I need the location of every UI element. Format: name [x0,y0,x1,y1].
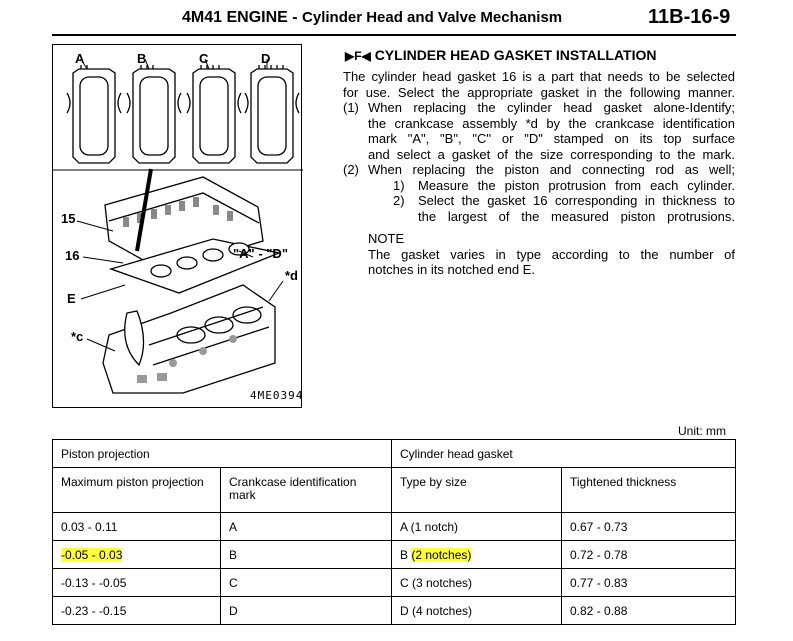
section-heading [345,47,657,63]
cell-type: A (1 notch) [392,513,562,541]
table-row [53,597,736,625]
engine-drawing [53,45,303,409]
intro-line-1: The cylinder head gasket 16 is a part that needs to be selected [343,69,735,84]
table-group-header [53,440,736,468]
sub-item-2 [393,193,735,225]
item-1-line-2: the crankcase assembly *d by the crankcase identification [368,115,735,131]
item-1-line-4: and select a gasket of the size corresponding to the mark. [368,146,735,162]
intro-paragraph [343,69,735,100]
col-type-by-size: Type by size [392,468,562,513]
header-rule [52,34,736,36]
callout-a: A [75,51,85,66]
cell-thickness: 0.72 - 0.78 [562,541,736,569]
cell-type: C (3 notches) [392,569,562,597]
note-block [368,231,735,278]
header-dash: - [287,9,303,26]
unit-label: Unit: mm [678,424,726,438]
table-row [53,513,736,541]
page-number: 11B-16-9 [648,6,731,28]
cell-projection: -0.23 - -0.15 [53,597,221,625]
table-column-header [53,468,736,513]
highlighted-projection: -0.05 - 0.03 [61,547,123,562]
label-mark-range: "A" - "D" [233,246,288,261]
label-16: 16 [65,248,80,263]
callout-b: B [137,51,147,66]
engine-name: 4M41 ENGINE [182,9,288,26]
label-15: 15 [61,211,76,226]
figure-code: 4ME0394 [250,389,304,402]
section-name: Cylinder Head and Valve Mechanism [302,9,563,26]
page-header-title [182,9,562,27]
sub-item-1-number: 1) [393,177,405,193]
cell-type [392,541,562,569]
label-notched-end-e: E [67,291,76,306]
cell-mark: D [221,597,392,625]
table-row [53,569,736,597]
type-letter: B [400,547,412,562]
callout-d: D [261,51,271,66]
cell-type: D (4 notches) [392,597,562,625]
cell-projection: 0.03 - 0.11 [53,513,221,541]
note-line-1: The gasket varies in type according to the number of [368,246,735,262]
callout-c: C [199,51,209,66]
cell-projection: -0.13 - -0.05 [53,569,221,597]
cell-thickness: 0.67 - 0.73 [562,513,736,541]
install-marker: ▶F◀ [345,49,371,63]
item-1-line-3: mark "A", "B", "C" or "D" stamped on its top surface [368,131,735,147]
cell-thickness: 0.77 - 0.83 [562,569,736,597]
item-1-number: (1) [343,100,359,115]
sub-item-2-number: 2) [393,193,405,209]
col-identification-mark: Crankcase identification mark [221,468,392,513]
cell-projection [53,541,221,569]
sub-item-1 [393,178,735,194]
col-tightened-thickness: Tightened thickness [562,468,736,513]
sub-item-2-line-2: the largest of the measured piston protrusions. [418,208,735,224]
sub-item-2-line-1: Select the gasket 16 corresponding in thickness to [418,193,735,209]
gasket-notch-details [67,65,299,163]
item-2-number: (2) [343,162,359,177]
cell-thickness: 0.82 - 0.88 [562,597,736,625]
crankcase-block [103,285,275,393]
cell-mark: B [221,541,392,569]
note-line-2: notches in its notched end E. [368,262,535,278]
sub-item-1-text: Measure the piston protrusion from each cylinder. [418,177,735,193]
table-row [53,541,736,569]
cell-mark: C [221,569,392,597]
item-1-line-1: When replacing the cylinder head gasket alone-Identify; [368,100,735,115]
engine-illustration [52,44,302,408]
header-cylinder-head-gasket: Cylinder head gasket [392,440,736,468]
label-c: *c [71,329,84,344]
label-crankcase-d: *d [285,268,298,283]
item-2-line-1: When replacing the piston and connecting rod as well; [368,162,735,177]
highlighted-notches: (2 notches) [411,547,472,562]
header-piston-projection: Piston projection [53,440,392,468]
note-title: NOTE [368,231,405,246]
section-title: CYLINDER HEAD GASKET INSTALLATION [374,47,657,63]
col-max-projection: Maximum piston projection [53,468,221,513]
cell-mark: A [221,513,392,541]
gasket-selection-table [52,439,736,625]
intro-line-2: for use. Select the appropriate gasket in the following manner. [343,84,735,100]
